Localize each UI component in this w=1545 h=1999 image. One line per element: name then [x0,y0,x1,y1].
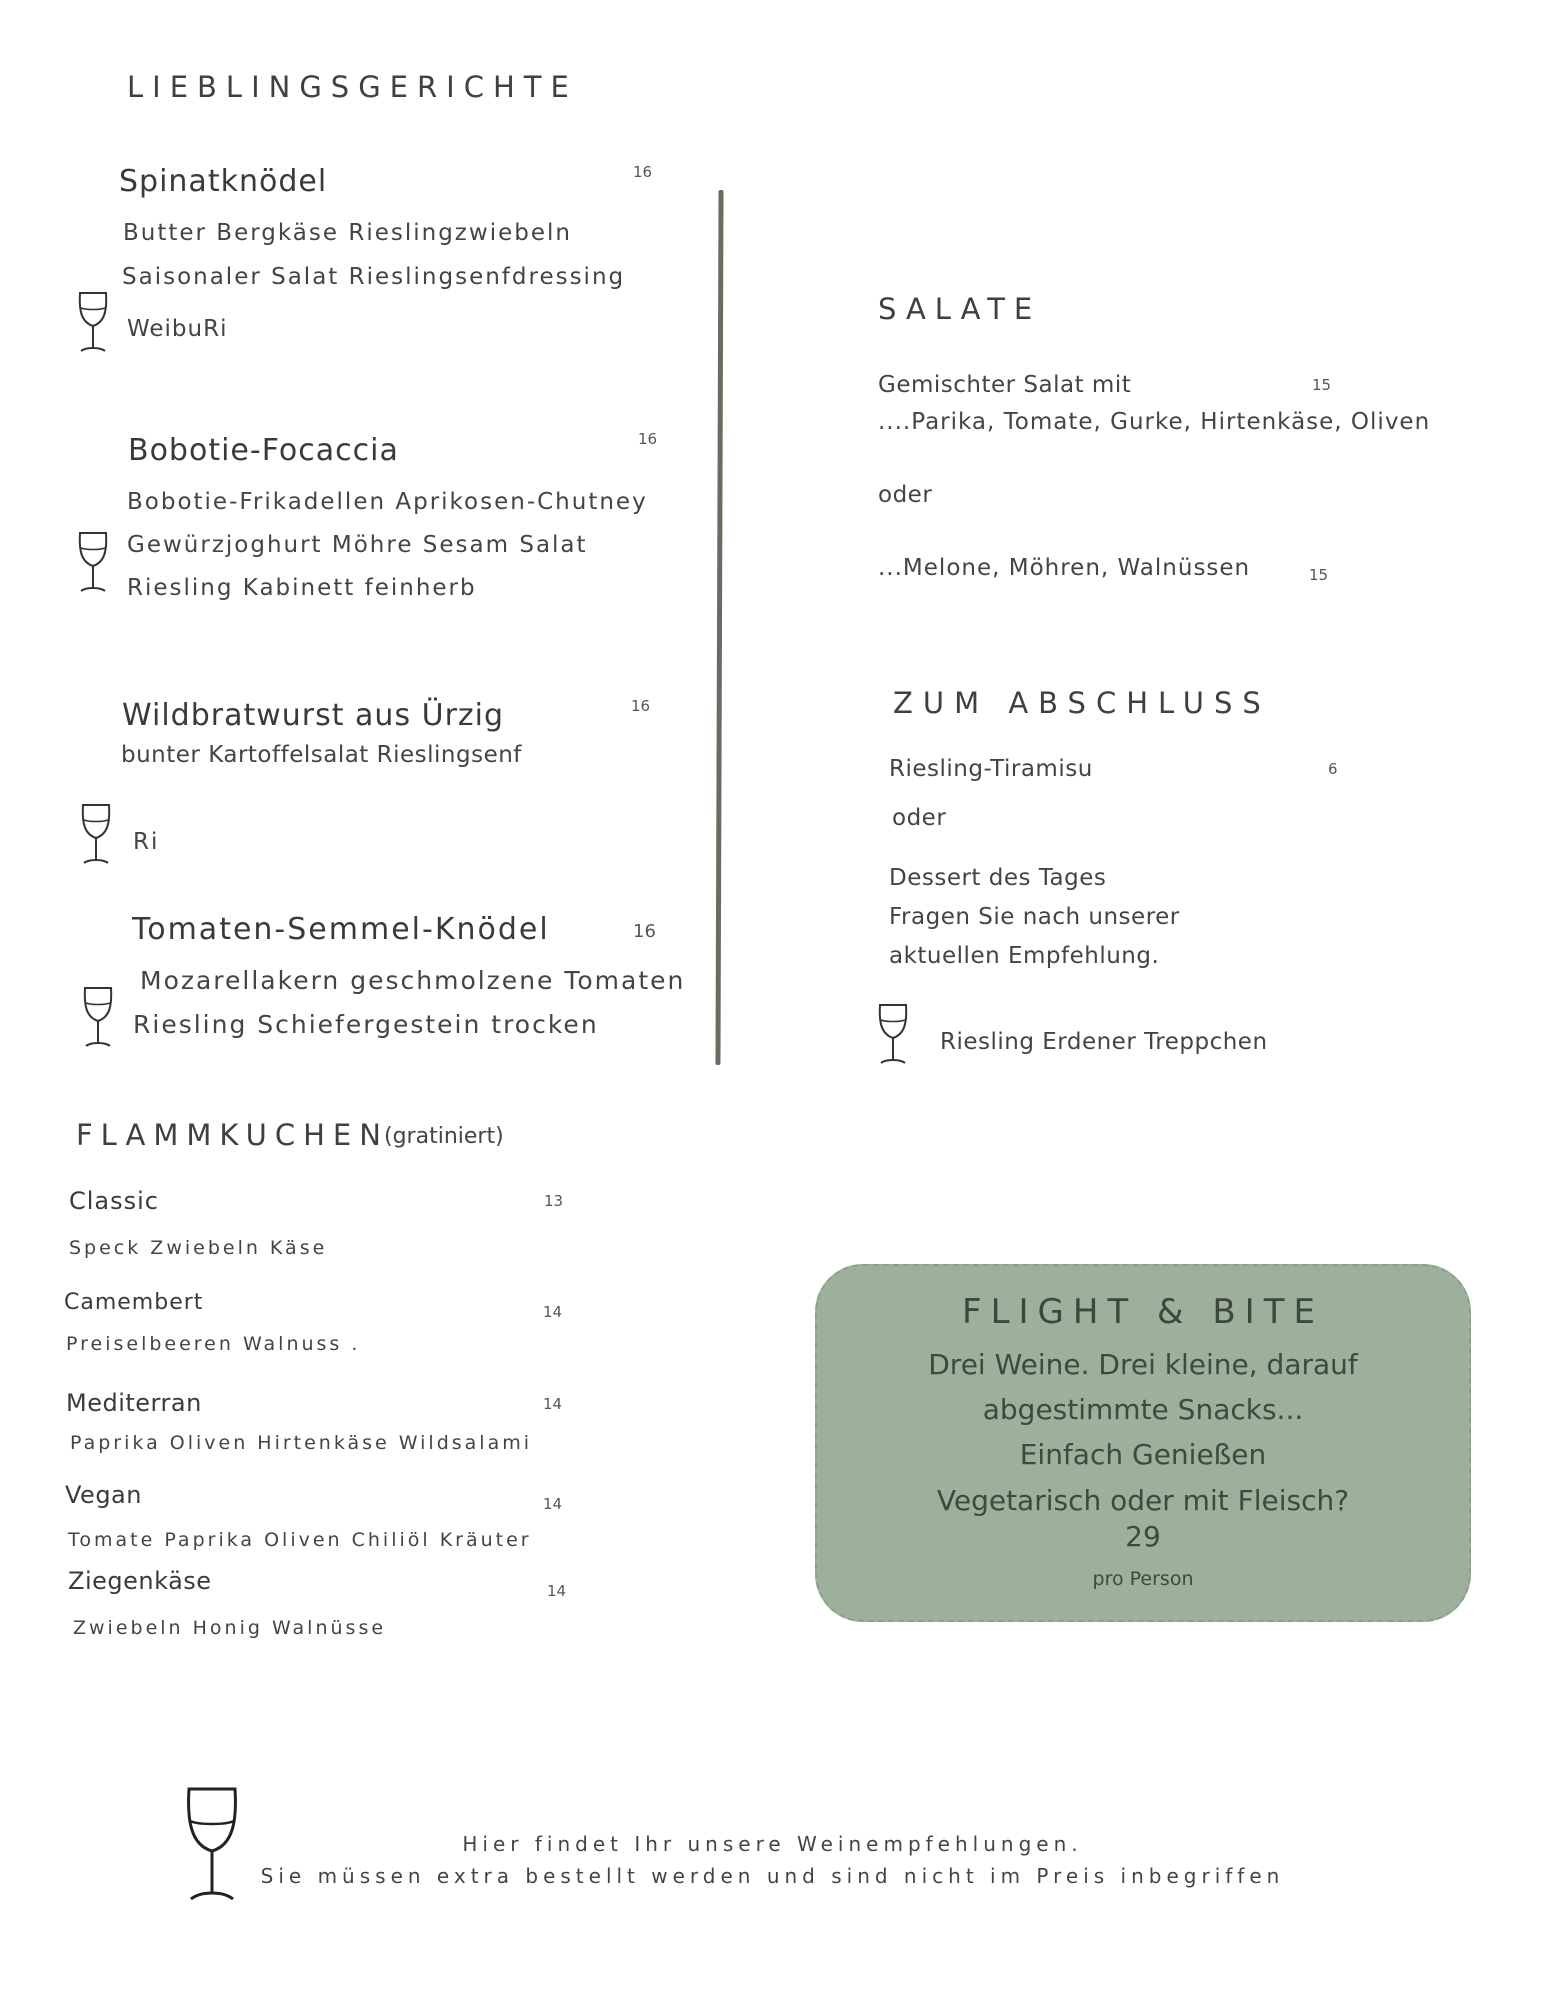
wine-glass-icon [76,290,110,354]
section-title-zum-abschluss: ZUM ABSCHLUSS [893,686,1271,720]
flammkuchen-price: 14 [543,1395,563,1413]
dessert-oder: oder [892,805,947,831]
salad-price: 15 [1309,566,1329,584]
wine-recommendation: WeibuRi [127,316,228,342]
flammkuchen-name: Ziegenkäse [68,1567,212,1595]
wine-glass-icon [876,1002,910,1066]
flammkuchen-price: 14 [547,1582,567,1600]
dish-description: Gewürzjoghurt Möhre Sesam Salat [127,532,588,558]
flammkuchen-price: 14 [543,1495,563,1513]
footer-line: Hier findet Ihr unsere Weinempfehlungen. [462,1832,1083,1856]
flight-description: Drei Weine. Drei kleine, darauf [928,1348,1358,1381]
flammkuchen-price: 14 [543,1303,563,1321]
section-title-salate: SALATE [878,292,1042,326]
flight-description: Einfach Genießen [1019,1438,1267,1471]
dish-description: Saisonaler Salat Rieslingsenfdressing [122,264,626,290]
dish-name-bobotie-focaccia: Bobotie-Focaccia [128,433,399,468]
dish-price: 16 [633,921,656,942]
dessert-name: Riesling-Tiramisu [889,756,1093,782]
dish-description: Bobotie-Frikadellen Aprikosen-Chutney [127,489,648,515]
dish-name-spinatknoedel: Spinatknödel [119,164,328,199]
flammkuchen-name: Classic [69,1187,160,1215]
flight-and-bite-box [815,1264,1471,1622]
wine-glass-icon [76,530,110,594]
dish-price: 16 [631,697,651,715]
flight-description: abgestimmte Snacks... [982,1393,1304,1426]
flammkuchen-description: Paprika Oliven Hirtenkäse Wildsalami [70,1432,533,1454]
footer-line: Sie müssen extra bestellt werden und sind nicht im Preis inbegriffen [260,1864,1285,1888]
flammkuchen-price: 13 [544,1192,564,1210]
flight-title: FLIGHT & BITE [962,1292,1324,1332]
wine-glass-icon [81,985,115,1049]
section-title-flammkuchen: FLAMMKUCHEN [76,1118,389,1152]
dessert-line: aktuellen Empfehlung. [889,943,1160,969]
column-divider [715,190,723,1065]
dish-price: 16 [638,430,658,448]
dish-description: Mozarellakern geschmolzene Tomaten [140,966,686,995]
wine-recommendation: Riesling Kabinett feinherb [127,575,477,601]
salad-oder: oder [878,482,933,508]
flammkuchen-description: Tomate Paprika Oliven Chiliöl Kräuter [68,1529,532,1551]
dish-description: bunter Kartoffelsalat Rieslingsenf [121,742,522,768]
flammkuchen-description: Zwiebeln Honig Walnüsse [73,1617,387,1639]
dessert-line: Fragen Sie nach unserer [889,904,1180,930]
dessert-price: 6 [1328,760,1338,778]
flight-per-person: pro Person [1092,1568,1194,1590]
flammkuchen-description: Preiselbeeren Walnuss . [66,1333,361,1355]
flight-price: 29 [1125,1520,1161,1553]
flight-description: Vegetarisch oder mit Fleisch? [936,1484,1350,1517]
salad-line: ...Melone, Möhren, Walnüssen [878,555,1251,581]
flammkuchen-name: Mediterran [66,1389,202,1417]
section-title-lieblingsgerichte: LIEBLINGSGERICHTE [127,70,578,104]
dish-name-tomaten-semmel-knoedel: Tomaten-Semmel-Knödel [132,912,550,947]
dessert-line: Dessert des Tages [889,865,1107,891]
wine-glass-icon [79,802,113,866]
dish-name-wildbratwurst: Wildbratwurst aus Ürzig [122,698,505,733]
flammkuchen-name: Camembert [64,1290,204,1315]
wine-recommendation: Ri [133,829,160,855]
wine-recommendation: Riesling Erdener Treppchen [940,1029,1268,1055]
salad-line: ....Parika, Tomate, Gurke, Hirtenkäse, Oliven [878,409,1431,435]
flammkuchen-name: Vegan [65,1481,142,1509]
section-subtitle: (gratiniert) [384,1124,504,1149]
dish-price: 16 [633,163,653,181]
flammkuchen-description: Speck Zwiebeln Käse [69,1237,328,1259]
salad-price: 15 [1312,376,1332,394]
salad-line: Gemischter Salat mit [878,372,1132,398]
wine-recommendation: Riesling Schiefergestein trocken [133,1010,599,1039]
dish-description: Butter Bergkäse Rieslingzwiebeln [123,220,572,246]
